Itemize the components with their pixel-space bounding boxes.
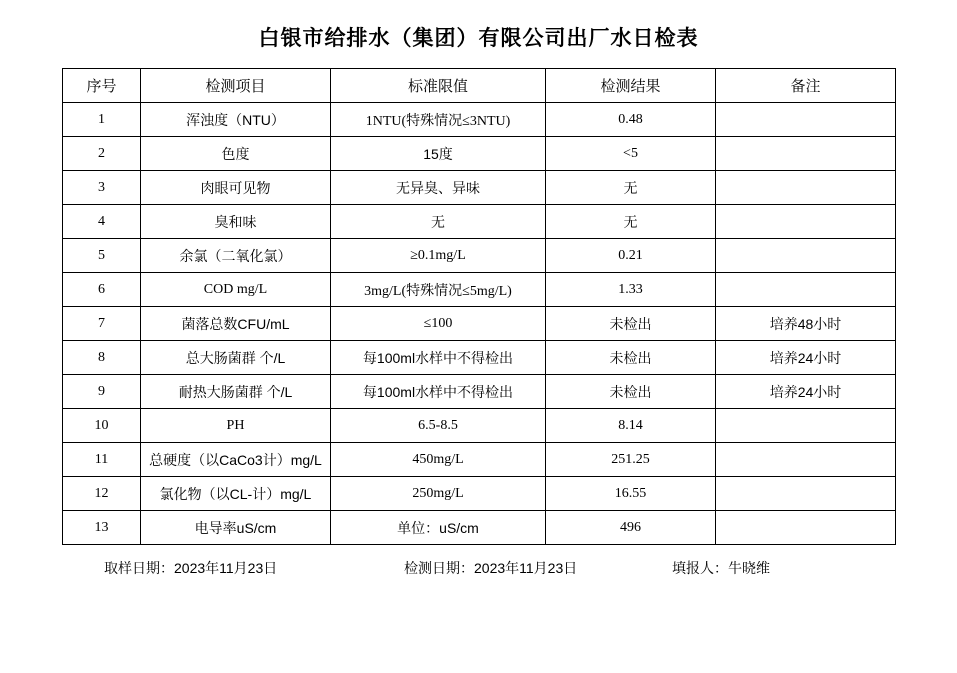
cell-limit: 6.5-8.5: [331, 409, 546, 443]
table-row: [63, 239, 896, 273]
cell-remark: [716, 273, 896, 307]
cell-no: 8: [63, 341, 141, 375]
page-title: 白银市给排水（集团）有限公司出厂水日检表: [258, 27, 699, 50]
cell-result: 0.21: [546, 239, 716, 273]
cell-no: 12: [63, 477, 141, 511]
cell-no: 2: [63, 137, 141, 171]
cell-remark: 培养24小时: [716, 341, 896, 375]
report-page: [0, 22, 957, 673]
cell-item: 余氯（二氧化氯）: [141, 239, 331, 273]
table-header-row: [63, 69, 896, 103]
cell-item: COD mg/L: [141, 273, 331, 307]
table-row: [63, 137, 896, 171]
cell-remark: [716, 205, 896, 239]
cell-result: 496: [546, 511, 716, 545]
cell-item: 总硬度（以CaCo3计）mg/L: [141, 443, 331, 477]
cell-no: 1: [63, 103, 141, 137]
cell-item: 氯化物（以CL-计）mg/L: [141, 477, 331, 511]
cell-result: <5: [546, 137, 716, 171]
sample-date-label: 取样日期：2023年11月23日: [104, 560, 278, 576]
table-row: [63, 307, 896, 341]
test-date-label: 检测日期：2023年11月23日: [404, 560, 578, 576]
table-row: [63, 103, 896, 137]
cell-limit: 单位：uS/cm: [331, 511, 546, 545]
table-row: [63, 273, 896, 307]
cell-item: 肉眼可见物: [141, 171, 331, 205]
column-header-item: 检测项目: [141, 69, 331, 103]
cell-item: 菌落总数CFU/mL: [141, 307, 331, 341]
cell-remark: [716, 443, 896, 477]
cell-no: 5: [63, 239, 141, 273]
column-header-remark: 备注: [716, 69, 896, 103]
cell-result: 无: [546, 171, 716, 205]
cell-no: 4: [63, 205, 141, 239]
cell-item: 耐热大肠菌群 个/L: [141, 375, 331, 409]
table-header: [63, 69, 896, 103]
cell-no: 11: [63, 443, 141, 477]
table-container: [62, 68, 895, 545]
table-row: [63, 443, 896, 477]
cell-item: 电导率uS/cm: [141, 511, 331, 545]
cell-remark: [716, 137, 896, 171]
cell-result: 无: [546, 205, 716, 239]
cell-limit: 15度: [331, 137, 546, 171]
cell-result: 8.14: [546, 409, 716, 443]
cell-limit: 每100ml水样中不得检出: [331, 375, 546, 409]
table-row: [63, 205, 896, 239]
cell-limit: ≥0.1mg/L: [331, 239, 546, 273]
cell-limit: 无异臭、异味: [331, 171, 546, 205]
cell-limit: 无: [331, 205, 546, 239]
cell-remark: 培养24小时: [716, 375, 896, 409]
cell-result: 0.48: [546, 103, 716, 137]
table-row: [63, 477, 896, 511]
cell-limit: 250mg/L: [331, 477, 546, 511]
cell-limit: 3mg/L(特殊情况≤5mg/L): [331, 273, 546, 307]
table-body: [63, 103, 896, 545]
cell-no: 13: [63, 511, 141, 545]
report-footer: [62, 558, 895, 580]
cell-no: 7: [63, 307, 141, 341]
cell-remark: [716, 477, 896, 511]
cell-remark: [716, 103, 896, 137]
table-row: [63, 341, 896, 375]
table-row: [63, 511, 896, 545]
cell-limit: 1NTU(特殊情况≤3NTU): [331, 103, 546, 137]
cell-item: 臭和味: [141, 205, 331, 239]
cell-remark: [716, 409, 896, 443]
cell-remark: [716, 171, 896, 205]
cell-no: 6: [63, 273, 141, 307]
column-header-no: 序号: [63, 69, 141, 103]
cell-remark: [716, 511, 896, 545]
cell-result: 251.25: [546, 443, 716, 477]
cell-remark: 培养48小时: [716, 307, 896, 341]
cell-limit: ≤100: [331, 307, 546, 341]
cell-item: 总大肠菌群 个/L: [141, 341, 331, 375]
column-header-limit: 标准限值: [331, 69, 546, 103]
cell-limit: 450mg/L: [331, 443, 546, 477]
cell-result: 1.33: [546, 273, 716, 307]
cell-limit: 每100ml水样中不得检出: [331, 341, 546, 375]
cell-item: 色度: [141, 137, 331, 171]
cell-no: 10: [63, 409, 141, 443]
cell-no: 3: [63, 171, 141, 205]
cell-result: 16.55: [546, 477, 716, 511]
cell-item: PH: [141, 409, 331, 443]
cell-result: 未检出: [546, 307, 716, 341]
column-header-result: 检测结果: [546, 69, 716, 103]
cell-item: 浑浊度（NTU）: [141, 103, 331, 137]
table-row: [63, 171, 896, 205]
cell-no: 9: [63, 375, 141, 409]
cell-result: 未检出: [546, 375, 716, 409]
water-quality-table: [62, 68, 896, 545]
table-row: [63, 409, 896, 443]
cell-remark: [716, 239, 896, 273]
table-row: [63, 375, 896, 409]
cell-result: 未检出: [546, 341, 716, 375]
filler-name-label: 填报人：牛晓维: [672, 560, 770, 576]
